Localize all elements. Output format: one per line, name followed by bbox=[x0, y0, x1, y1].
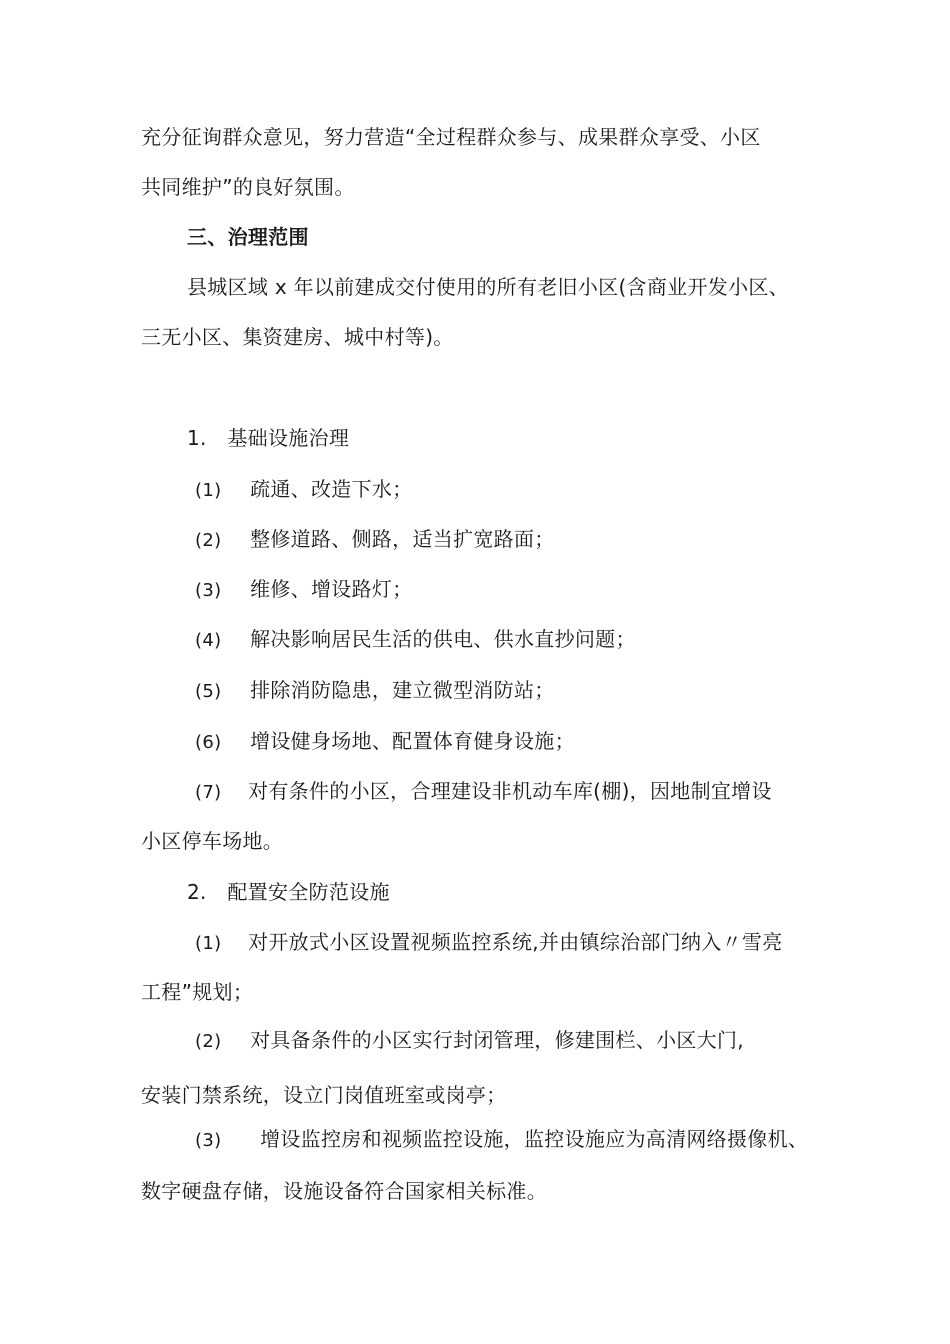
item-text: 疏通、改造下水； bbox=[250, 477, 413, 501]
item-text: 解决影响居民生活的供电、供水直抄问题； bbox=[250, 627, 636, 651]
item-number: (4) bbox=[195, 630, 222, 651]
part-2-heading bbox=[187, 879, 390, 905]
part-1-item-7 bbox=[195, 778, 772, 806]
part-1-item-4 bbox=[195, 626, 636, 654]
part-2-item-1-continuation: 工程”规划； bbox=[141, 980, 254, 1004]
part-2-item-2-continuation: 安装门禁系统，设立门岗值班室或岗亭； bbox=[141, 1083, 507, 1107]
item-number: (3) bbox=[195, 1130, 222, 1151]
section-3-paragraph-line-2: 三无小区、集资建房、城中村等)。 bbox=[141, 325, 454, 349]
intro-line-1: 充分征询群众意见，努力营造“全过程群众参与、成果群众享受、小区 bbox=[141, 125, 761, 149]
part-1-item-5 bbox=[195, 677, 555, 705]
part-1-item-6 bbox=[195, 728, 575, 756]
part-1-heading-number: 1. bbox=[187, 426, 207, 450]
item-number: (1) bbox=[195, 933, 222, 954]
item-number: (2) bbox=[195, 530, 222, 551]
part-2-heading-text: 配置安全防范设施 bbox=[227, 880, 390, 904]
section-3-paragraph-line-1: 县城区域 x 年以前建成交付使用的所有老旧小区(含商业开发小区、 bbox=[187, 275, 789, 299]
item-number: (3) bbox=[195, 580, 222, 601]
part-2-heading-number: 2. bbox=[187, 880, 207, 904]
item-text: 整修道路、侧路，适当扩宽路面； bbox=[250, 527, 555, 551]
item-text: 对具备条件的小区实行封闭管理，修建围栏、小区大门, bbox=[250, 1028, 744, 1052]
item-text: 对开放式小区设置视频监控系统,并由镇综治部门纳入〃雪亮 bbox=[248, 930, 783, 954]
part-1-item-1 bbox=[195, 476, 412, 504]
item-text: 排除消防隐患，建立微型消防站； bbox=[250, 678, 555, 702]
part-1-item-3 bbox=[195, 576, 412, 604]
part-1-item-2 bbox=[195, 526, 555, 554]
part-2-item-2 bbox=[195, 1027, 744, 1055]
intro-line-2: 共同维护”的良好氛围。 bbox=[141, 175, 355, 199]
item-number: (1) bbox=[195, 480, 222, 501]
item-number: (5) bbox=[195, 681, 222, 702]
item-text: 增设健身场地、配置体育健身设施； bbox=[250, 729, 575, 753]
part-1-item-7-continuation: 小区停车场地。 bbox=[141, 829, 284, 853]
part-2-item-3-continuation: 数字硬盘存储，设施设备符合国家相关标准。 bbox=[141, 1179, 547, 1203]
item-text: 对有条件的小区，合理建设非机动车库(棚)，因地制宜增设 bbox=[248, 779, 772, 803]
section-3-heading: 三、治理范围 bbox=[187, 225, 309, 249]
item-text: 增设监控房和视频监控设施，监控设施应为高清网络摄像机、 bbox=[260, 1127, 809, 1151]
part-2-item-3 bbox=[195, 1126, 808, 1154]
item-number: (7) bbox=[195, 782, 222, 803]
part-1-heading-text: 基础设施治理 bbox=[227, 426, 350, 450]
item-number: (6) bbox=[195, 732, 222, 753]
item-text: 维修、增设路灯； bbox=[250, 577, 413, 601]
item-number: (2) bbox=[195, 1031, 222, 1052]
part-1-heading bbox=[187, 425, 349, 451]
part-2-item-1 bbox=[195, 929, 783, 957]
